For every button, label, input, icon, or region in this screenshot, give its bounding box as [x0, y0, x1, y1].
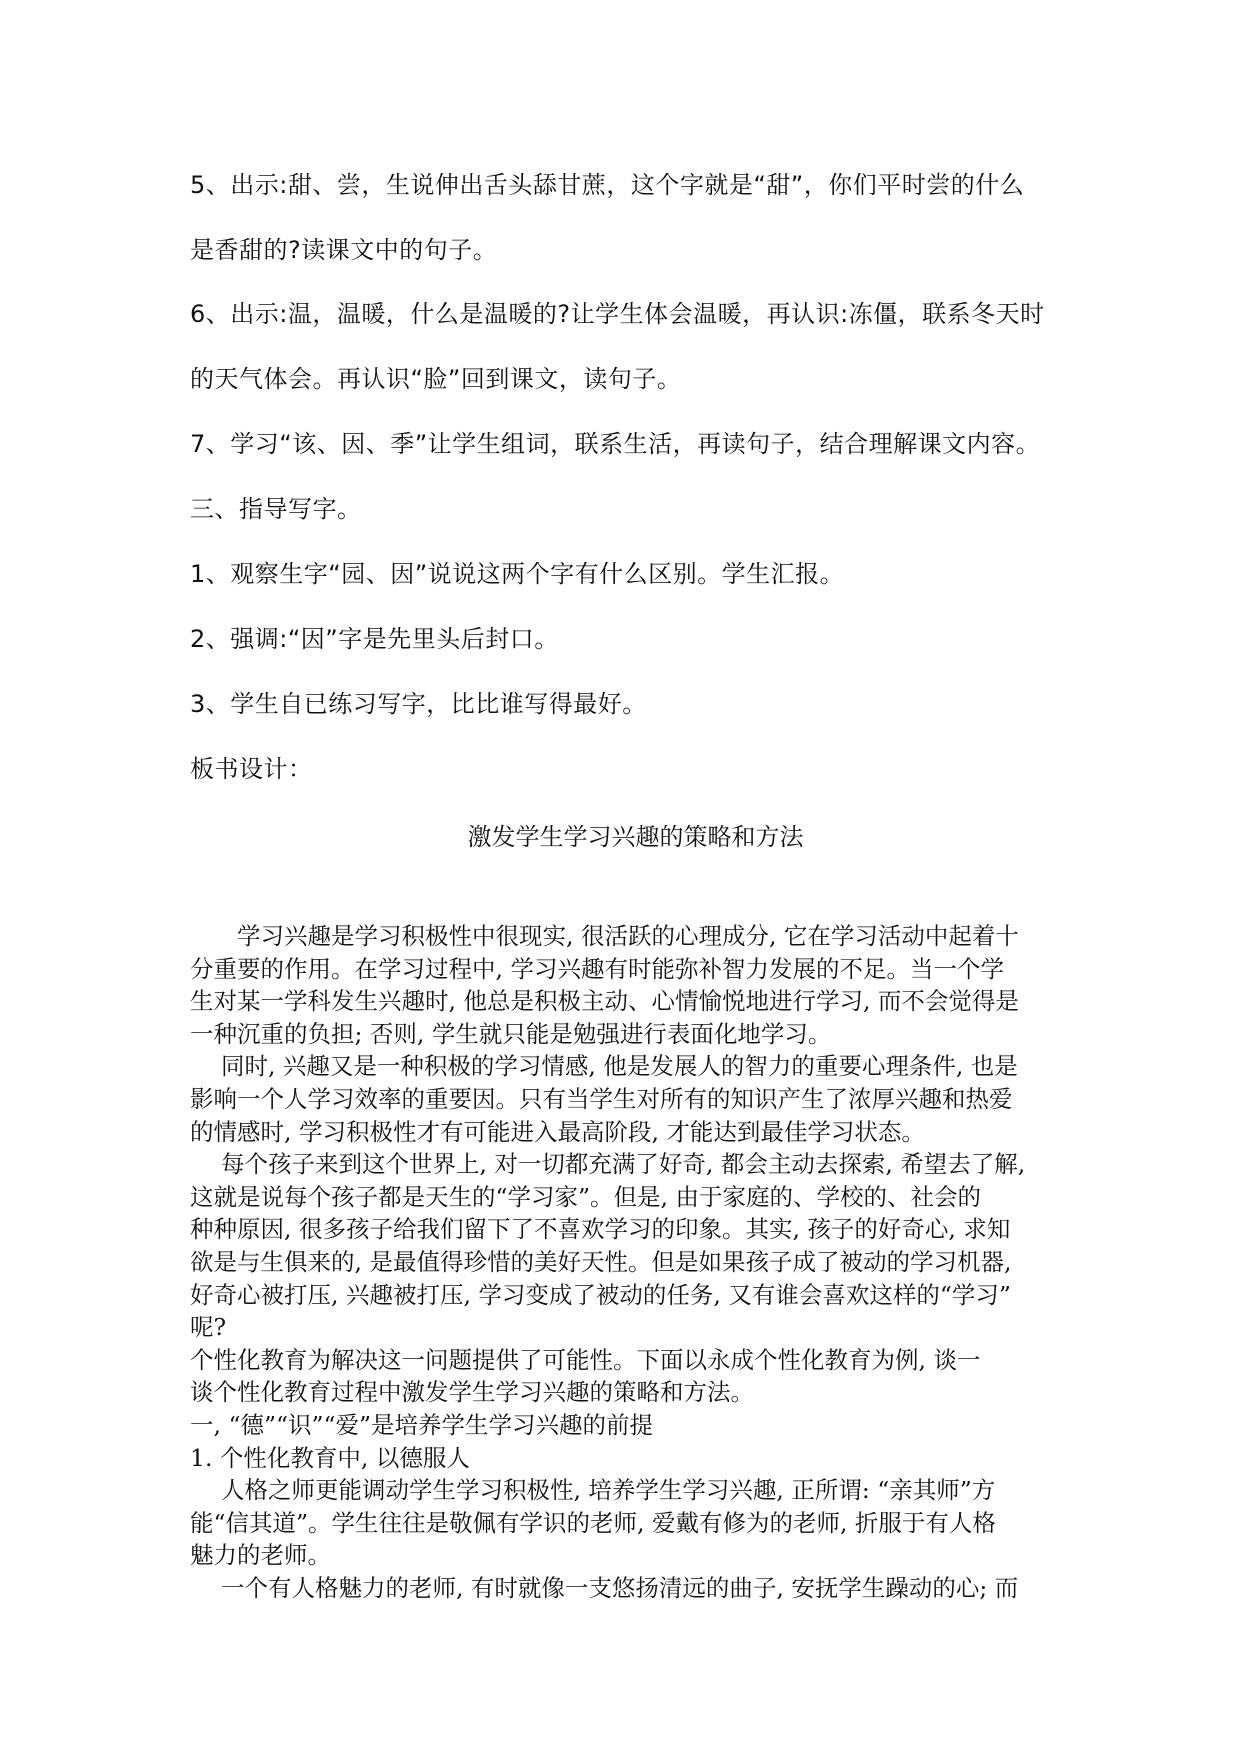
lesson-line: 板书设计：	[190, 755, 313, 783]
essay-line: 魅力的老师。	[190, 1541, 331, 1570]
essay-subheading: 1. 个性化教育中, 以德服人	[190, 1443, 470, 1472]
essay-line: 种种原因, 很多孩子给我们留下了不喜欢学习的印象。其实, 孩子的好奇心, 求知	[190, 1215, 1011, 1244]
essay-line: 呢?	[190, 1313, 227, 1342]
essay-line: 这就是说每个孩子都是天生的“学习家”。但是, 由于家庭的、学校的、社会的	[190, 1182, 981, 1211]
essay-line: 谈个性化教育过程中激发学生学习兴趣的策略和方法。	[190, 1378, 754, 1407]
lesson-line: 7、学习“该、因、季”让学生组词，联系生活，再读句子，结合理解课文内容。	[190, 430, 1041, 458]
section-heading: 三、指导写字。	[190, 495, 362, 523]
essay-line: 一个有人格魅力的老师, 有时就像一支悠扬清远的曲子, 安抚学生躁动的心; 而	[190, 1573, 1019, 1602]
lesson-line: 6、出示:温，温暖，什么是温暖的?让学生体会温暖，再认识:冻僵，联系冬天时	[190, 300, 1045, 328]
lesson-line: 2、强调:“因”字是先里头后封口。	[190, 625, 559, 653]
essay-line: 个性化教育为解决这一问题提供了可能性。下面以永成个性化教育为例, 谈一	[190, 1345, 981, 1374]
lesson-line: 1、观察生字“园、因”说说这两个字有什么区别。学生汇报。	[190, 560, 845, 588]
essay-line: 的情感时, 学习积极性才有可能进入最高阶段, 才能达到最佳学习状态。	[190, 1117, 925, 1146]
essay-line: 欲是与生俱来的, 是最值得珍惜的美好天性。但是如果孩子成了被动的学习机器,	[190, 1247, 1012, 1276]
essay-line: 分重要的作用。在学习过程中, 学习兴趣有时能弥补智力发展的不足。当一个学	[190, 954, 1004, 983]
lesson-line: 的天气体会。再认识“脸”回到课文，读句子。	[190, 365, 682, 393]
essay-line: 同时, 兴趣又是一种积极的学习情感, 他是发展人的智力的重要心理条件, 也是	[190, 1052, 1018, 1081]
essay-line: 一种沉重的负担; 否则, 学生就只能是勉强进行表面化地学习。	[190, 1019, 832, 1048]
essay-line: 好奇心被打压, 兴趣被打压, 学习变成了被动的任务, 又有谁会喜欢这样的“学习”	[190, 1280, 1011, 1309]
essay-line: 学习兴趣是学习积极性中很现实, 很活跃的心理成分, 它在学习活动中起着十	[190, 922, 1019, 950]
lesson-line: 3、学生自已练习写字，比比谁写得最好。	[190, 690, 647, 718]
lesson-line: 5、出示:甜、尝，生说伸出舌头舔甘蔗，这个字就是“甜”，你们平时尝的什么	[190, 171, 1025, 199]
essay-title: 激发学生学习兴趣的策略和方法	[467, 823, 804, 851]
essay-line: 能“信其道”。学生往往是敬佩有学识的老师, 爱戴有修为的老师, 折服于有人格	[190, 1508, 996, 1537]
lesson-line: 是香甜的?读课文中的句子。	[190, 236, 498, 264]
essay-section-heading: 一, “德”“识”“爱”是培养学生学习兴趣的前提	[190, 1410, 654, 1439]
essay-body	[190, 920, 1070, 1604]
essay-line: 影响一个人学习效率的重要因。只有当学生对所有的知识产生了浓厚兴趣和热爱	[190, 1084, 1013, 1113]
essay-line: 生对某一学科发生兴趣时, 他总是积极主动、心情愉悦地进行学习, 而不会觉得是	[190, 987, 1019, 1016]
essay-line: 人格之师更能调动学生学习积极性, 培养学生学习兴趣, 正所谓: “亲其师”方	[190, 1476, 996, 1505]
essay-line: 每个孩子来到这个世界上, 对一切都充满了好奇, 都会主动去探索, 希望去了解,	[190, 1150, 1026, 1179]
